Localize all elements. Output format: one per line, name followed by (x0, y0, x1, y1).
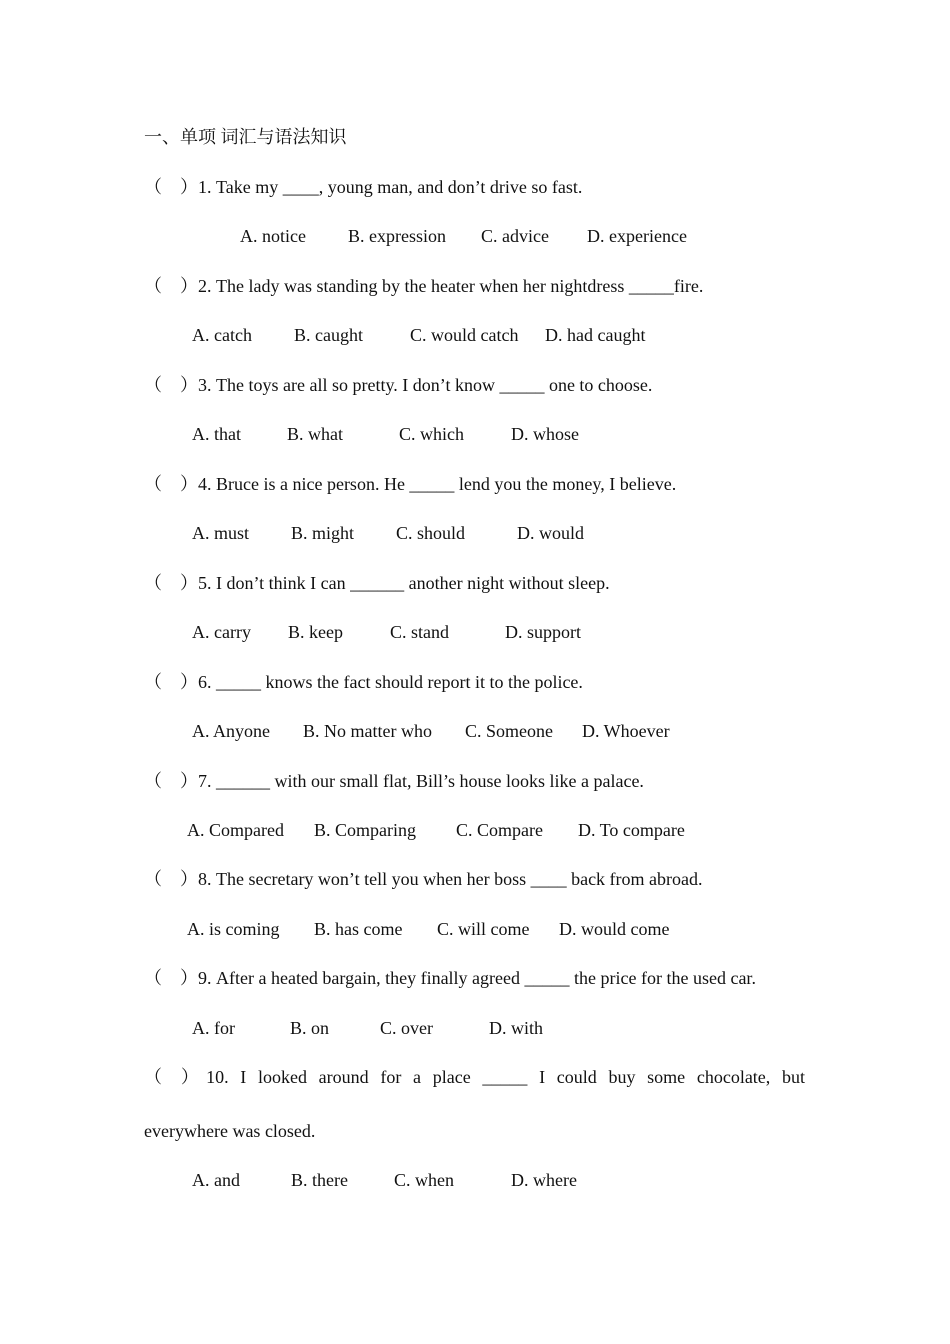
q4-option-d: D. would (517, 523, 584, 543)
q8-option-a: A. is coming (187, 919, 280, 939)
q9-option-c: C. over (380, 1018, 433, 1038)
q3-option-d: D. whose (511, 424, 579, 444)
q5-option-b: B. keep (288, 622, 343, 642)
q10-option-b: B. there (291, 1170, 348, 1190)
q3-option-b: B. what (287, 424, 343, 444)
q4-option-b: B. might (291, 523, 355, 543)
q6-option-a: A. Anyone (192, 721, 270, 741)
section-title: 一、单项 词汇与语法知识 (144, 127, 347, 147)
question-10-continued: everywhere was closed. (144, 1121, 316, 1141)
q6-option-d: D. Whoever (582, 721, 670, 741)
q1-option-c: C. advice (481, 226, 549, 246)
question-4: （ ）4. Bruce is a nice person. He _____ lend you the money, I believe. (144, 474, 677, 494)
q9-option-a: A. for (192, 1018, 235, 1038)
q9-option-d: D. with (489, 1018, 543, 1038)
q4-option-c: C. should (396, 523, 466, 543)
question-8: （ ）8. The secretary won’t tell you when her boss ____ back from abroad. (144, 869, 703, 889)
q1-option-a: A. notice (240, 226, 306, 246)
question-7: （ ）7. ______ with our small flat, Bill’s house looks like a palace. (144, 771, 644, 791)
q8-option-d: D. would come (559, 919, 670, 939)
question-3: （ ）3. The toys are all so pretty. I don’t know _____ one to choose. (144, 375, 653, 395)
q2-option-b: B. caught (294, 325, 363, 345)
q7-option-d: D. To compare (578, 820, 685, 840)
q5-option-a: A. carry (192, 622, 251, 642)
question-1: （ ）1. Take my ____, young man, and don’t drive so fast. (144, 177, 583, 197)
q1-option-d: D. experience (587, 226, 687, 246)
q5-option-c: C. stand (390, 622, 450, 642)
q3-option-a: A. that (192, 424, 241, 444)
q2-option-a: A. catch (192, 325, 252, 345)
q9-option-b: B. on (290, 1018, 330, 1038)
q8-option-b: B. has come (314, 919, 403, 939)
q2-option-d: D. had caught (545, 325, 646, 345)
question-10: （ ）10. I looked around for a place _____ I could buy some chocolate, but (144, 1067, 805, 1087)
q10-option-d: D. where (511, 1170, 577, 1190)
q7-option-c: C. Compare (456, 820, 543, 840)
question-6: （ ）6. _____ knows the fact should report it to the police. (144, 672, 583, 692)
q4-option-a: A. must (192, 523, 250, 543)
question-2: （ ）2. The lady was standing by the heater when her nightdress _____fire. (144, 276, 704, 296)
q7-option-a: A. Compared (187, 820, 284, 840)
q6-option-b: B. No matter who (303, 721, 432, 741)
q10-option-c: C. when (394, 1170, 454, 1190)
q1-option-b: B. expression (348, 226, 446, 246)
q5-option-d: D. support (505, 622, 581, 642)
q8-option-c: C. will come (437, 919, 530, 939)
q6-option-c: C. Someone (465, 721, 553, 741)
q7-option-b: B. Comparing (314, 820, 416, 840)
q10-option-a: A. and (192, 1170, 240, 1190)
question-5: （ ）5. I don’t think I can ______ another night without sleep. (144, 573, 610, 593)
question-9: （ ）9. After a heated bargain, they finally agreed _____ the price for the used car. (144, 968, 756, 988)
q3-option-c: C. which (399, 424, 464, 444)
q2-option-c: C. would catch (410, 325, 519, 345)
